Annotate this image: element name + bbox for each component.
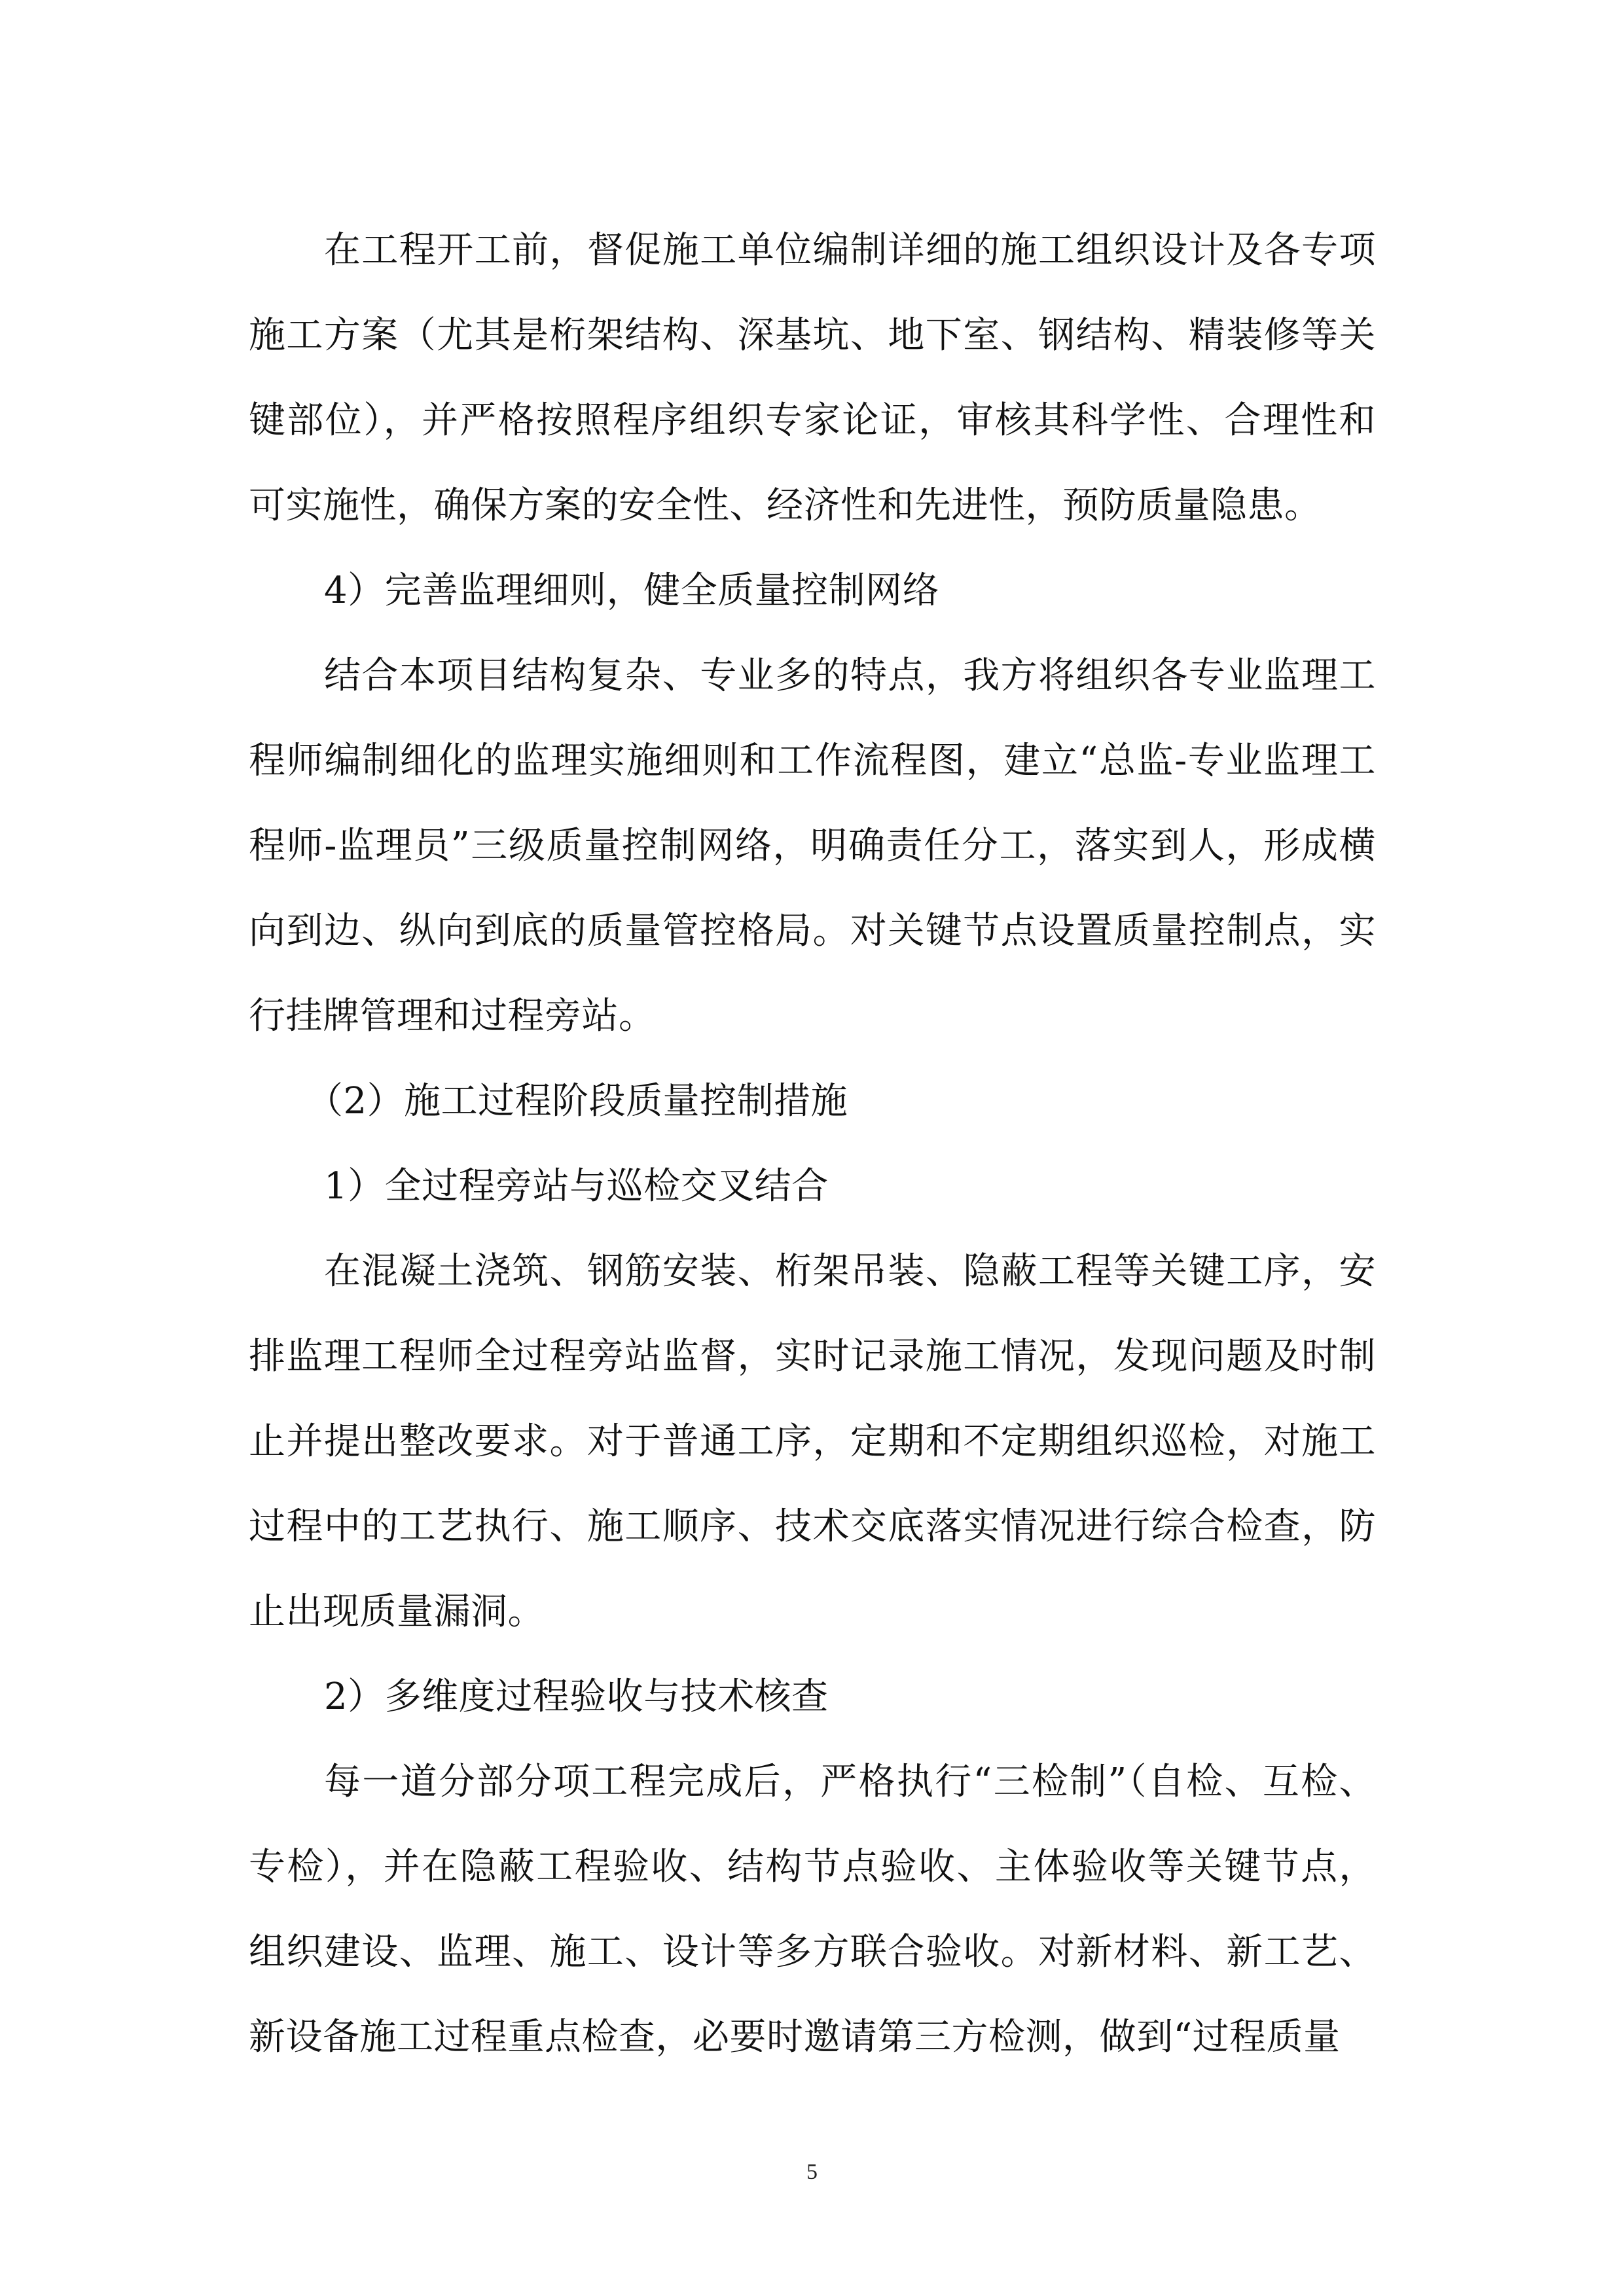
paragraph-construction-plan-review: 在工程开工前，督促施工单位编制详细的施工组织设计及各专项施工方案（尤其是桁架结构、深基坑、地下室、钢结构、精装修等关键部位），并严格按照程序组织专家论证，审核其科学性、合理性和可实施性，确保方案的安全性、经济性和先进性，预防质量隐患。 [249, 229, 1376, 527]
paragraph-quality-control-network: 结合本项目结构复杂、专业多的特点，我方将组织各专业监理工程师编制细化的监理实施细则和工作流程图，建立“总监-专业监理工程师-监理员”三级质量控制网络，明确责任分工，落实到人，形成横向到边、纵向到底的质量管控格局。对关键节点设置质量控制点，实行挂牌管理和过程旁站。 [249, 655, 1376, 1037]
body-text [249, 208, 1376, 2080]
paragraph-three-check-system: 每一道分部分项工程完成后，严格执行“三检制”（自检、互检、专检），并在隐蔽工程验收、结构节点验收、主体验收等关键节点，组织建设、监理、施工、设计等多方联合验收。对新材料、新工艺、新设备施工过程重点检查，必要时邀请第三方检测，做到“过程质量 [249, 1761, 1376, 2058]
paragraph-onsite-supervision: 在混凝土浇筑、钢筋安装、桁架吊装、隐蔽工程等关键工序，安排监理工程师全过程旁站监督，实时记录施工情况，发现问题及时制止并提出整改要求。对于普通工序，定期和不定期组织巡检，对施工过程中的工艺执行、施工顺序、技术交底落实情况进行综合检查，防止出现质量漏洞。 [249, 1250, 1376, 1633]
heading-full-process-supervision: 1）全过程旁站与巡检交叉结合 [324, 1165, 829, 1208]
page-number: 5 [806, 2160, 818, 2184]
heading-multi-dimension-acceptance: 2）多维度过程验收与技术核查 [324, 1676, 829, 1718]
heading-supervision-rules: 4）完善监理细则，健全质量控制网络 [324, 569, 940, 612]
heading-construction-phase-measures: （2）施工过程阶段质量控制措施 [306, 1080, 848, 1122]
